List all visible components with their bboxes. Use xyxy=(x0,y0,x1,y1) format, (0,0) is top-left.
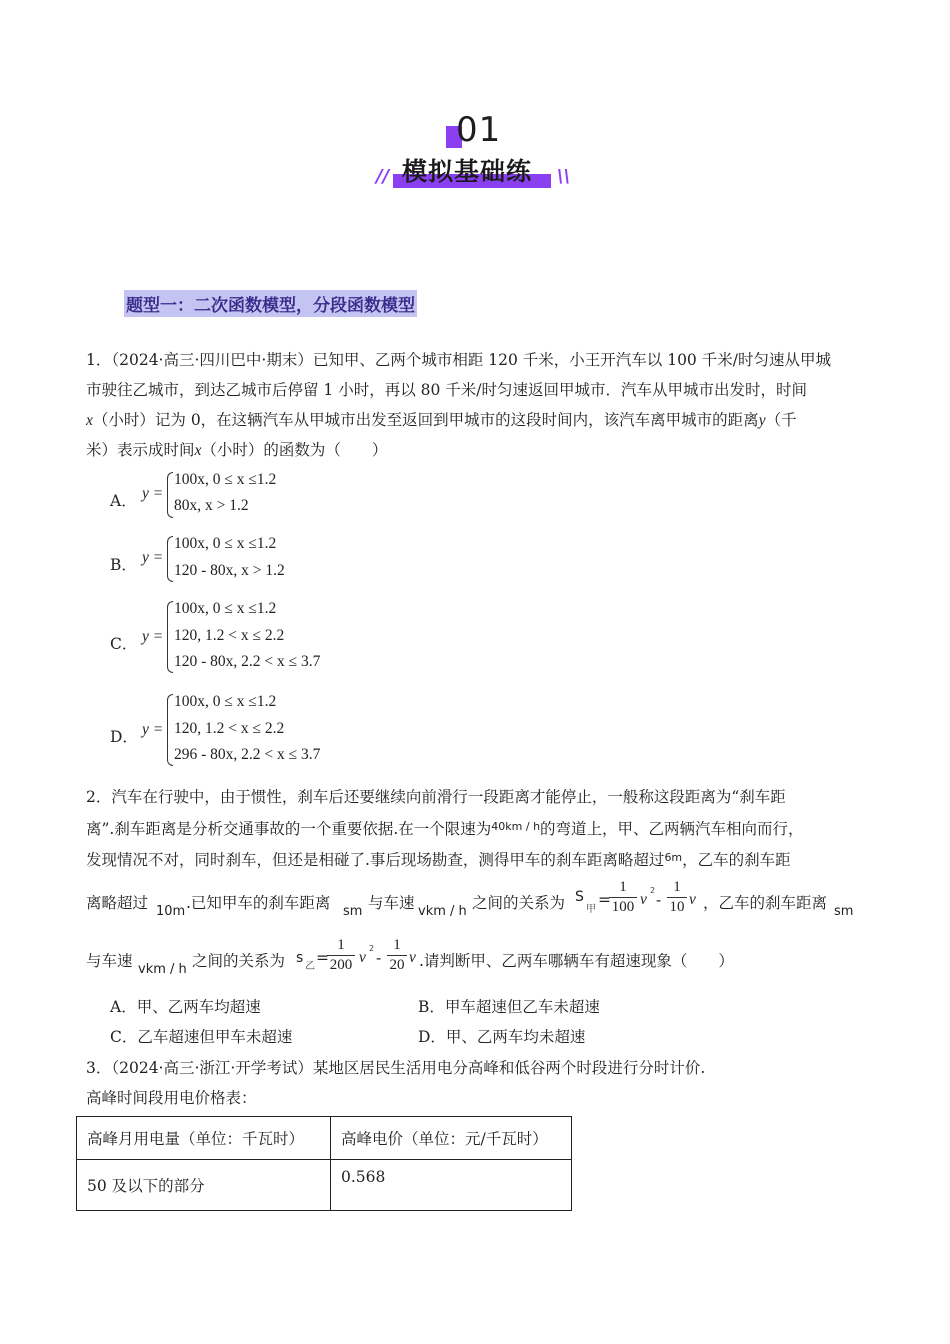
speed-limit: 40km / h xyxy=(491,820,541,833)
case-2: 120, 1.2 < x ≤ 2.2 xyxy=(174,720,285,737)
table-row xyxy=(77,1160,572,1211)
q2-option-d[interactable]: D．甲、乙两车均未超速 xyxy=(418,1028,586,1046)
var-x: x xyxy=(86,412,93,429)
denominator: 10 xyxy=(669,899,685,915)
minus: - xyxy=(376,949,382,967)
option-label: B． xyxy=(110,556,137,574)
q1-line-3-text: （小时）记为 0，在这辆汽车从甲城市出发至返回到甲城市的这段时间内，该汽车离甲城市的距离 xyxy=(92,411,759,429)
q2-line-3-end: ，乙车的刹车距 xyxy=(682,851,791,869)
section-title: 题型一：二次函数模型，分段函数模型 xyxy=(124,290,417,317)
q1-line-4-end: （小时）的函数为（ ） xyxy=(201,441,388,459)
q2-line-3-text: 发现情况不对，同时刹车，但还是相碰了.事后现场勘查，测得甲车的刹车距离略超过 xyxy=(86,851,665,869)
brace xyxy=(167,536,173,582)
q2-line-2 xyxy=(86,817,804,839)
case-3: 120 - 80x, 2.2 < x ≤ 3.7 xyxy=(174,653,321,670)
q2-line-4-text-d: 之间的关系为 xyxy=(472,894,566,912)
var-S-jia: S xyxy=(575,889,584,905)
fraction-bar xyxy=(387,955,407,956)
option-lhs: y = xyxy=(142,549,164,566)
table-header-row xyxy=(77,1117,572,1160)
q2-option-a[interactable]: A．甲、乙两车均超速 xyxy=(110,998,261,1016)
q3-line-2: 高峰时间段用电价格表： xyxy=(86,1089,257,1107)
exponent: 2 xyxy=(369,944,375,953)
numerator: 1 xyxy=(393,937,401,953)
table-header-cell: 高峰电价（单位：元/千瓦时） xyxy=(331,1117,572,1160)
fraction-bar xyxy=(327,955,355,956)
q2-line-4-text-c: 与车速 xyxy=(368,894,415,912)
equals: = xyxy=(316,949,329,967)
denominator: 100 xyxy=(611,899,635,915)
brace xyxy=(167,694,173,766)
case-1: 100x, 0 ≤ x ≤1.2 xyxy=(174,693,277,710)
case-1: 100x, 0 ≤ x ≤1.2 xyxy=(174,600,277,617)
q2-line-3 xyxy=(86,848,791,870)
fraction-bar xyxy=(667,897,687,898)
exponent: 2 xyxy=(650,886,656,895)
var-y: y xyxy=(758,412,766,429)
sub-yi: 乙 xyxy=(305,961,315,972)
q2-line-5-text: 与车速 xyxy=(86,952,133,970)
option-lhs: y = xyxy=(142,628,164,645)
option-lhs: y = xyxy=(142,721,164,738)
denominator: 200 xyxy=(329,957,353,973)
var-s: sm xyxy=(343,904,363,919)
q1-line-4-text: 米）表示成时间 xyxy=(86,441,195,459)
numerator: 1 xyxy=(673,879,681,895)
header-number: 01 xyxy=(456,110,502,150)
numerator: 1 xyxy=(619,879,627,895)
q3-line-1: 3．（2024·高三·浙江·开学考试）某地区居民生活用电分高峰和低谷两个时段进行分时计价. xyxy=(86,1059,706,1077)
numerator: 1 xyxy=(337,937,345,953)
distance-yi: 10m xyxy=(156,904,186,919)
q2-line-2-text: 离”.刹车距离是分析交通事故的一个重要依据.在一个限速为 xyxy=(86,820,492,838)
q2-option-c[interactable]: C．乙车超速但甲车未超速 xyxy=(110,1028,293,1046)
fraction-1-200 xyxy=(327,937,355,974)
var-v: v xyxy=(689,891,696,908)
case-1: 100x, 0 ≤ x ≤1.2 xyxy=(174,471,277,488)
q2-line-1: 2．汽车在行驶中，由于惯性，刹车后还要继续向前滑行一段距离才能停止，一般称这段距离为“刹车距 xyxy=(86,788,786,806)
option-label: C． xyxy=(110,635,138,653)
option-label: A． xyxy=(110,492,137,510)
table-header-cell: 高峰月用电量（单位：千瓦时） xyxy=(77,1117,331,1160)
denominator: 20 xyxy=(389,957,405,973)
distance-jia: 6m xyxy=(664,851,683,864)
q2-option-b[interactable]: B．甲车超速但乙车未超速 xyxy=(418,998,600,1016)
var-x: x xyxy=(194,442,202,459)
case-1: 100x, 0 ≤ x ≤1.2 xyxy=(174,535,277,552)
case-3: 296 - 80x, 2.2 < x ≤ 3.7 xyxy=(174,746,321,763)
fraction-1-100 xyxy=(609,879,637,916)
case-2: 80x, x > 1.2 xyxy=(174,497,249,514)
option-label: D． xyxy=(110,728,138,746)
q1-line-3 xyxy=(86,410,797,431)
var-v: v xyxy=(640,891,647,908)
minus: - xyxy=(656,891,662,909)
brace xyxy=(167,472,173,518)
q2-line-4-text: 离略超过 xyxy=(86,894,149,912)
sub-jia: 甲 xyxy=(586,904,596,915)
q2-line-2-end: 的弯道上，甲、乙两辆汽车相向而行， xyxy=(540,820,804,838)
q2-line-4-text-e: ，乙车的刹车距离 xyxy=(703,894,828,912)
header-title: 模拟基础练 xyxy=(402,157,533,186)
fraction-bar xyxy=(609,897,637,898)
price-table xyxy=(76,1116,572,1211)
header-slash-right: \\ xyxy=(557,166,571,187)
var-s: sm xyxy=(834,904,854,919)
fraction-1-20 xyxy=(387,937,407,974)
fraction-1-10 xyxy=(667,879,687,916)
var-v: vkm / h xyxy=(418,904,467,919)
brace xyxy=(167,601,173,673)
q2-line-4-text-b: .已知甲车的刹车距离 xyxy=(186,894,331,912)
q1-line-1: 1．（2024·高三·四川巴中·期末）已知甲、乙两个城市相距 120 千米，小王开汽车以 100 千米/时匀速从甲城 xyxy=(86,351,831,369)
var-v: vkm / h xyxy=(138,962,187,977)
table-cell: 50 及以下的部分 xyxy=(77,1160,331,1211)
q1-line-2: 市驶往乙城市，到达乙城市后停留 1 小时，再以 80 千米/时匀速返回甲城市．汽车从甲城市出发时，时间 xyxy=(86,381,808,399)
q1-line-4 xyxy=(86,440,387,461)
case-2: 120 - 80x, x > 1.2 xyxy=(174,562,285,579)
header-slash-left: // xyxy=(376,166,390,187)
var-s-yi: s xyxy=(296,950,304,966)
equals: = xyxy=(598,891,611,909)
q2-line-5-text-b: 之间的关系为 xyxy=(192,952,286,970)
option-lhs: y = xyxy=(142,485,164,502)
case-2: 120, 1.2 < x ≤ 2.2 xyxy=(174,627,285,644)
q2-line-5-text-c: .请判断甲、乙两车哪辆车有超速现象（ ） xyxy=(419,952,734,970)
table-cell: 0.568 xyxy=(331,1160,572,1211)
var-v: v xyxy=(359,949,366,966)
var-v: v xyxy=(409,949,416,966)
q1-line-3-end: （千 xyxy=(765,411,797,429)
